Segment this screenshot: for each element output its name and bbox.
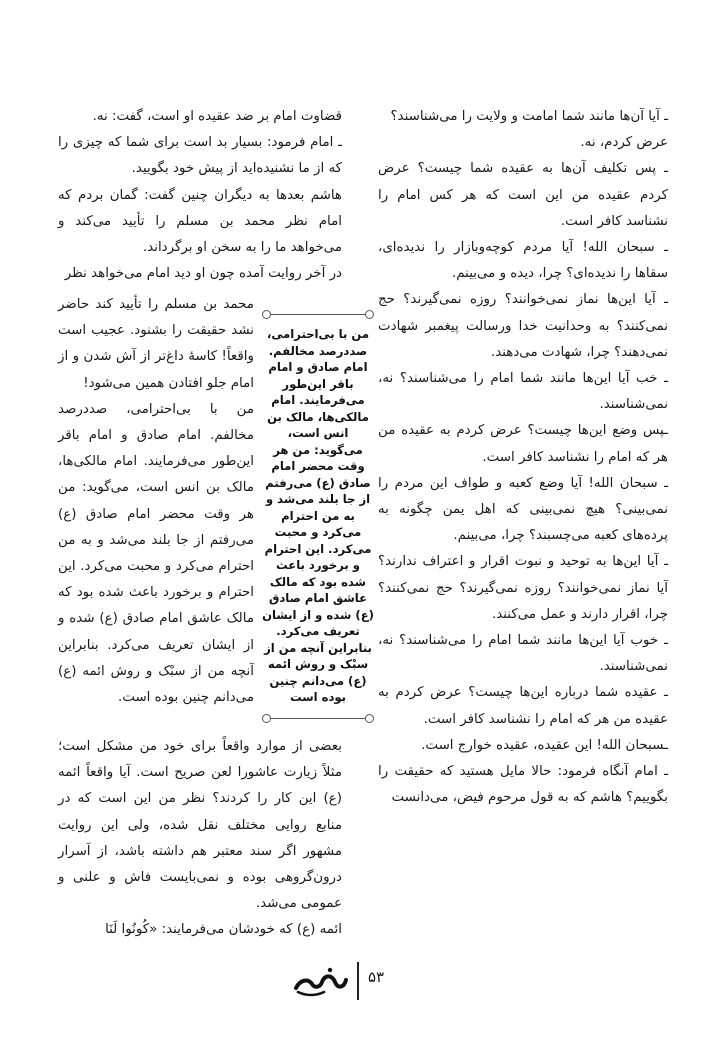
paragraph: ـ خب آیا این‌ها مانند شما امام را می‌شناسند؟ نه، نمی‌شناسند. bbox=[378, 371, 668, 413]
pull-quote-text: من با بی‌احترامی، صددرصد مخالفم. امام صادق و امام باقر این‌طور می‌فرمایند. امام مالکی‌ها، مالک بن انس است، می‌گوید: من هر وقت محضر امام صادق (ع) می‌رفتم از جا بلند می‌شد و به من احترام می‌کرد و محبت می‌کرد. این احترام و برخورد باعث شده بود که مالک عاشق امام صادق (ع) شده و از ایشان تعریف می‌کرد. بنابراین آنچه من از سبْک و روش ائمه (ع) می‌دانم چنین بوده است bbox=[262, 327, 374, 704]
paragraph: ـ امام آنگاه فرمود: حالا مایل هستید که حقیقت را بگوییم؟ هاشم که به قول مرحوم فیض، می‌دانست bbox=[378, 764, 668, 806]
paragraph: ـ عقیده شما درباره این‌ها چیست؟ عرض کردم به عقیده من هر که امام را نشناسد کافر است. bbox=[378, 685, 668, 727]
paragraph: بعضی از موارد واقعاً برای خود من مشکل است؛ مثلاً زیارت عاشورا لعن صریح است. آیا واقعاً ائمه (ع) این کار را کردند؟ نظر من این است که در منابع روایی مختلف نقل شده، ولی این روایت مشهور اگر سند معتبر هم داشته باشد، از اَسرار درون‌گروهی بوده و نمی‌بایست فاش و علنی و عمومی می‌شد. bbox=[58, 739, 342, 912]
paragraph: ـ آیا آن‌ها مانند شما امامت و ولایت را می‌شناسند؟ bbox=[390, 109, 668, 124]
left-column-bottom bbox=[58, 734, 342, 944]
paragraph: عرض کردم، نه. bbox=[580, 135, 668, 151]
paragraph: ـسبحان الله! این عقیده، عقیده خوارج است. bbox=[421, 737, 668, 753]
page-number: ۵۳ bbox=[368, 968, 385, 986]
paragraph: ـپس وضع این‌ها چیست؟ عرض کردم به عقیده من هر که امام را نشناسد کافر است. bbox=[378, 423, 668, 465]
paragraph: ائمه (ع) که خودشان می‌فرمایند: «کُونُوا لَنَا bbox=[105, 922, 342, 938]
left-column-top bbox=[58, 104, 342, 287]
paragraph: هاشم بعدها به دیگران چنین گفت: گمان بردم که امام نظر محمد بن مسلم را تأیید می‌کند و می‌خواهد ما را به سخن او برگرداند. bbox=[58, 187, 342, 256]
paragraph: ـ امام فرمود: بسیار بد است برای شما که چیزی را که از ما نشنیده‌اید از پیش خود بگویید. bbox=[58, 135, 342, 177]
paragraph: محمد بن مسلم را تأیید کند حاضر نشد حقیقت را بشنود. عجیب است واقعاً! کاسهٔ داغ‌تر از آش شدن و از امام جلو افتادن همین می‌شود! bbox=[58, 297, 254, 391]
pull-quote-top-rule bbox=[262, 310, 374, 320]
paragraph: ـ سبحان الله! آیا مردم کوچه‌وبازار را ندیده‌ای، سقاها را ندیده‌ای؟ چرا، دیده و می‌بینم. bbox=[378, 240, 668, 282]
footer-divider bbox=[357, 962, 359, 1000]
pull-quote bbox=[262, 310, 374, 724]
paragraph: ـ پس تکلیف آن‌ها به عقیده شما چیست؟ عرض کردم عقیده من این است که هر کس امام را نشناسد کافر است. bbox=[378, 161, 668, 229]
left-column-narrow bbox=[58, 292, 254, 711]
paragraph: ـ سبحان الله! آیا وضع کعبه و طواف این مردم را نمی‌بینی؟ هیچ نمی‌بینی که اهل یمن چگونه به پرده‌های کعبه می‌چسبند؟ چرا، می‌بینم. bbox=[378, 475, 668, 544]
paragraph: ـ آیا این‌ها نماز نمی‌خوانند؟ روزه نمی‌گیرند؟ حج نمی‌کنند؟ به وحدانیت خدا ورسالت پیغمبر شهادت نمی‌دهند؟ چرا، شهادت می‌دهند. bbox=[378, 292, 668, 360]
paragraph: من با بی‌احترامی، صددرصد مخالفم. امام صادق و امام باقر این‌طور می‌فرمایند. امام مالکی‌ها، مالک بن انس است، می‌گوید: من هر وقت محضر امام صادق (ع) می‌رفتم از جا بلند می‌شد و به من احترام می‌کرد و محبت می‌کرد. این احترام و برخورد باعث شده بود که مالک عاشق امام صادق (ع) شده و از ایشان تعریف می‌کرد. بنابراین آنچه من از سبْک و روش ائمه (ع) می‌دانم چنین بوده است. bbox=[58, 401, 254, 706]
right-column bbox=[378, 104, 668, 811]
paragraph: ـ خوب آیا این‌ها مانند شما امام را می‌شناسند؟ نه، نمی‌شناسند. bbox=[378, 633, 668, 675]
paragraph: قضاوت امام بر ضد عقیده او است، گفت: نه. bbox=[92, 109, 342, 124]
paragraph: ـ آیا این‌ها به توحید و نبوت اقرار و اعتراف ندارند؟ آیا نماز نمی‌خوانند؟ روزه نمی‌گیرند؟ حج نمی‌کنند؟ چرا، اقرار دارند و عمل می‌کنند. bbox=[378, 554, 668, 622]
logo-icon bbox=[290, 962, 352, 1000]
pull-quote-bottom-rule bbox=[262, 714, 374, 724]
paragraph: در آخر روایت آمده چون او دید امام می‌خواهد نظر bbox=[64, 266, 342, 282]
magazine-logo bbox=[290, 962, 352, 1000]
